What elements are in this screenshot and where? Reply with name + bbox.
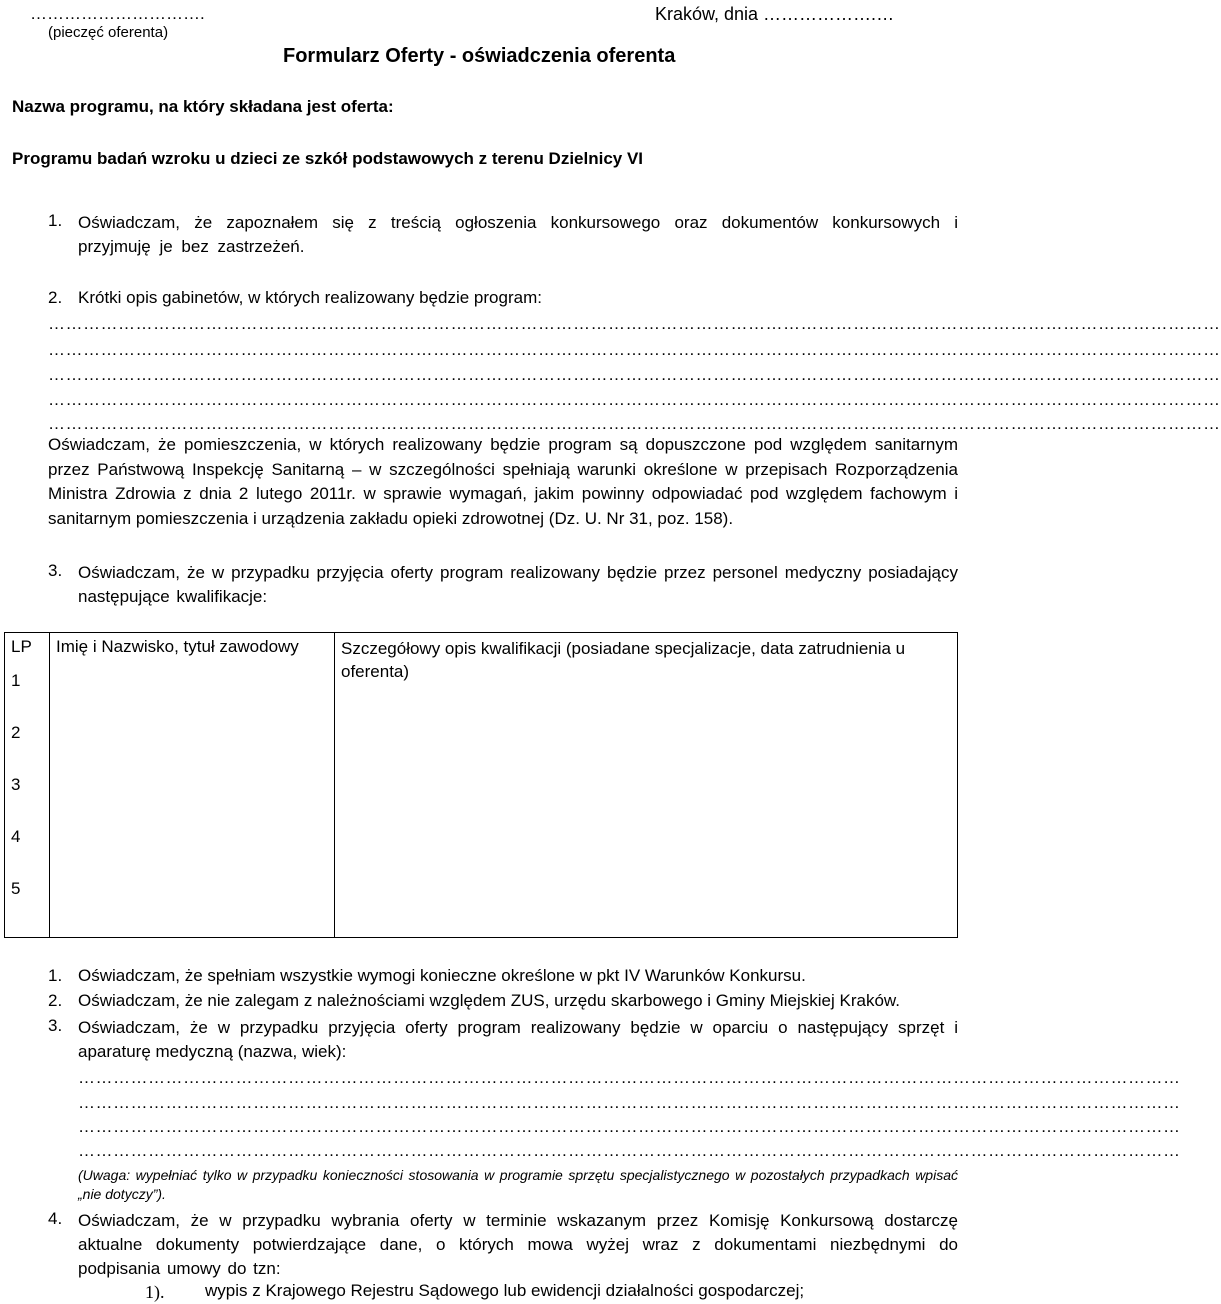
page-title: Formularz Oferty - oświadczenia oferenta <box>283 45 676 67</box>
stamp-label: (pieczęć oferenta) <box>48 24 169 41</box>
item-number: 3. <box>48 561 63 580</box>
subitem-number: 1). <box>145 1282 165 1302</box>
item-number: 4. <box>48 1209 63 1228</box>
statement-3: Oświadczam, że w przypadku przyjęcia oferty program realizowany będzie przez personel medyczny posiadający następujące kwalifikacje: <box>78 563 958 606</box>
equipment-note: (Uwaga: wypełniać tylko w przypadku konieczności stosowania w programie sprzętu specjalistycznego w pozostałych przypadkach wpisać „nie dotyczy”). <box>78 1167 958 1202</box>
fill-line[interactable]: ………………………………………………………………………………………………………………………………………………………………………………… <box>48 314 1221 333</box>
fill-line[interactable]: ……………………………………………………………………………………………………………………………………………………………………… <box>78 1117 1181 1136</box>
qualifications-column-cell[interactable] <box>335 633 958 938</box>
fill-line[interactable]: ……………………………………………………………………………………………………………………………………………………………………… <box>78 1141 1181 1160</box>
stamp-dots: …………………………. <box>30 4 205 23</box>
row-number: 2 <box>11 723 21 742</box>
header-lp: LP <box>11 637 32 656</box>
item-number: 2. <box>48 991 63 1010</box>
item-number: 1. <box>48 966 63 985</box>
table-cell[interactable] <box>5 633 50 938</box>
row-number: 1 <box>11 671 21 690</box>
row-number: 4 <box>11 827 21 846</box>
subitem-krs: wypis z Krajowego Rejestru Sądowego lub ewidencji działalności gospodarczej; <box>205 1281 805 1300</box>
item-number: 1. <box>48 211 63 230</box>
statement-1: Oświadczam, że zapoznałem się z treścią ogłoszenia konkursowego oraz dokumentów konkursowych i przyjmuję je bez zastrzeżeń. <box>78 213 958 256</box>
statement-equipment: Oświadczam, że w przypadku przyjęcia oferty program realizowany będzie w oparciu o następujący sprzęt i aparaturę medyczną (nazwa, wiek): <box>78 1018 958 1061</box>
fill-line[interactable]: ……………………………………………………………………………………………………………………………………………………………………… <box>78 1068 1181 1087</box>
fill-line[interactable]: ………………………………………………………………………………………………………………………………………………………………………………… <box>48 340 1221 359</box>
fill-line[interactable]: ……………………………………………………………………………………………………………………………………………………………………… <box>78 1093 1181 1112</box>
staff-qualifications-table <box>4 632 958 938</box>
header-name: Imię i Nazwisko, tytuł zawodowy <box>56 637 299 656</box>
place-date: Kraków, dnia ……………….… <box>655 4 895 24</box>
fill-line[interactable]: ………………………………………………………………………………………………………………………………………………………………………………… <box>48 414 1221 433</box>
item-number: 3. <box>48 1016 63 1035</box>
program-label: Nazwa programu, na który składana jest oferta: <box>12 97 394 116</box>
statement-documents: Oświadczam, że w przypadku wybrania oferty w terminie wskazanym przez Komisję Konkursową dostarczę aktualne dokumenty potwierdzające dane, o których mowa wyżej wraz z dokumentami niezbędnymi do podpisania umowy do tzn: <box>78 1211 958 1278</box>
statement-conditions: Oświadczam, że spełniam wszystkie wymogi konieczne określone w pkt IV Warunków Konkursu. <box>78 966 806 985</box>
name-column-cell[interactable] <box>50 633 335 938</box>
premises-statement: Oświadczam, że pomieszczenia, w których realizowany będzie program są dopuszczone pod względem sanitarnym przez Państwową Inspekcję Sanitarną – w szczególności spełniają warunki określone w przepisach Rozporządzenia Ministra Zdrowia z dnia 2 lutego 2011r. w sprawie wymagań, jakim powinny odpowiadać pod względem fachowym i sanitarnym pomieszczenia i urządzenia zakładu opieki zdrowotnej (Dz. U. Nr 31, poz. 158). <box>48 435 958 528</box>
program-name: Programu badań wzroku u dzieci ze szkół podstawowych z terenu Dzielnicy VI <box>12 149 644 168</box>
fill-line[interactable]: ………………………………………………………………………………………………………………………………………………………………………………… <box>48 390 1221 409</box>
statement-no-arrears: Oświadczam, że nie zalegam z należnościami względem ZUS, urzędu skarbowego i Gminy Miejskiej Kraków. <box>78 991 900 1010</box>
header-qualifications: Szczegółowy opis kwalifikacji (posiadane specjalizacje, data zatrudnienia u oferenta) <box>341 639 906 681</box>
row-number: 5 <box>11 879 21 898</box>
row-number: 3 <box>11 775 21 794</box>
statement-2: Krótki opis gabinetów, w których realizowany będzie program: <box>78 288 542 307</box>
fill-line[interactable]: ………………………………………………………………………………………………………………………………………………………………………………… <box>48 365 1221 384</box>
item-number: 2. <box>48 288 63 307</box>
